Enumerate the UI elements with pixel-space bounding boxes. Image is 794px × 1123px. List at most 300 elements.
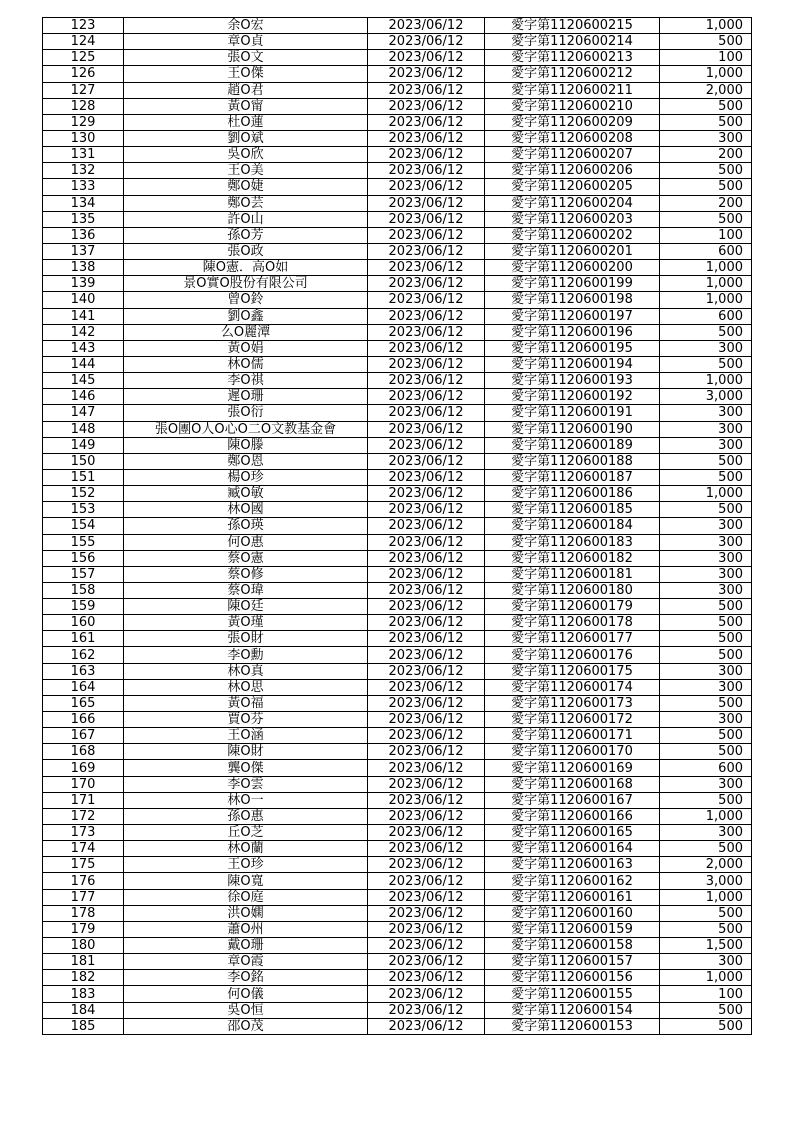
donation-amount: 500 bbox=[660, 469, 752, 485]
row-number: 170 bbox=[43, 776, 124, 792]
donation-date: 2023/06/12 bbox=[368, 921, 485, 937]
row-number: 134 bbox=[43, 195, 124, 211]
row-number: 173 bbox=[43, 825, 124, 841]
donation-date: 2023/06/12 bbox=[368, 163, 485, 179]
donor-name: 林O國 bbox=[124, 502, 368, 518]
receipt-number: 愛字第1120600215 bbox=[485, 18, 660, 34]
donation-date: 2023/06/12 bbox=[368, 712, 485, 728]
donation-date: 2023/06/12 bbox=[368, 340, 485, 356]
donor-name: 林O蘭 bbox=[124, 841, 368, 857]
donation-date: 2023/06/12 bbox=[368, 453, 485, 469]
table-row bbox=[43, 18, 752, 34]
donation-amount: 600 bbox=[660, 243, 752, 259]
row-number: 185 bbox=[43, 1018, 124, 1034]
donation-date: 2023/06/12 bbox=[368, 631, 485, 647]
row-number: 152 bbox=[43, 486, 124, 502]
table-row bbox=[43, 825, 752, 841]
donation-date: 2023/06/12 bbox=[368, 663, 485, 679]
donor-name: 孫O芳 bbox=[124, 227, 368, 243]
donation-amount: 500 bbox=[660, 356, 752, 372]
donor-name: 王O傑 bbox=[124, 66, 368, 82]
donation-amount: 300 bbox=[660, 712, 752, 728]
receipt-number: 愛字第1120600178 bbox=[485, 615, 660, 631]
table-row bbox=[43, 663, 752, 679]
table-row bbox=[43, 340, 752, 356]
donor-name: 張O團O人O心O二O文教基金會 bbox=[124, 421, 368, 437]
receipt-number: 愛字第1120600193 bbox=[485, 373, 660, 389]
row-number: 136 bbox=[43, 227, 124, 243]
receipt-number: 愛字第1120600162 bbox=[485, 873, 660, 889]
donor-name: 戴O珊 bbox=[124, 938, 368, 954]
receipt-number: 愛字第1120600186 bbox=[485, 486, 660, 502]
receipt-number: 愛字第1120600156 bbox=[485, 970, 660, 986]
row-number: 127 bbox=[43, 82, 124, 98]
table-row bbox=[43, 308, 752, 324]
donor-name: 蔡O瑋 bbox=[124, 582, 368, 598]
row-number: 135 bbox=[43, 211, 124, 227]
table-row bbox=[43, 744, 752, 760]
donation-date: 2023/06/12 bbox=[368, 744, 485, 760]
donation-amount: 500 bbox=[660, 453, 752, 469]
receipt-number: 愛字第1120600208 bbox=[485, 130, 660, 146]
donation-amount: 600 bbox=[660, 760, 752, 776]
donation-amount: 300 bbox=[660, 679, 752, 695]
table-row bbox=[43, 276, 752, 292]
receipt-number: 愛字第1120600214 bbox=[485, 34, 660, 50]
receipt-number: 愛字第1120600181 bbox=[485, 566, 660, 582]
donation-amount: 300 bbox=[660, 582, 752, 598]
receipt-number: 愛字第1120600190 bbox=[485, 421, 660, 437]
receipt-number: 愛字第1120600168 bbox=[485, 776, 660, 792]
receipt-number: 愛字第1120600196 bbox=[485, 324, 660, 340]
donor-name: 景O實O股份有限公司 bbox=[124, 276, 368, 292]
table-row bbox=[43, 808, 752, 824]
table-row bbox=[43, 582, 752, 598]
donation-date: 2023/06/12 bbox=[368, 147, 485, 163]
row-number: 184 bbox=[43, 1002, 124, 1018]
receipt-number: 愛字第1120600164 bbox=[485, 841, 660, 857]
donation-amount: 500 bbox=[660, 502, 752, 518]
row-number: 166 bbox=[43, 712, 124, 728]
donation-date: 2023/06/12 bbox=[368, 582, 485, 598]
donation-amount: 1,000 bbox=[660, 970, 752, 986]
donation-amount: 500 bbox=[660, 179, 752, 195]
donation-amount: 100 bbox=[660, 986, 752, 1002]
donor-name: 么O麗潭 bbox=[124, 324, 368, 340]
receipt-number: 愛字第1120600210 bbox=[485, 98, 660, 114]
receipt-number: 愛字第1120600202 bbox=[485, 227, 660, 243]
donor-name: 黃O瑾 bbox=[124, 615, 368, 631]
donation-date: 2023/06/12 bbox=[368, 34, 485, 50]
donor-name: 林O真 bbox=[124, 663, 368, 679]
row-number: 168 bbox=[43, 744, 124, 760]
donation-amount: 300 bbox=[660, 518, 752, 534]
table-row bbox=[43, 163, 752, 179]
donation-date: 2023/06/12 bbox=[368, 1018, 485, 1034]
donation-amount: 500 bbox=[660, 728, 752, 744]
donation-date: 2023/06/12 bbox=[368, 647, 485, 663]
receipt-number: 愛字第1120600197 bbox=[485, 308, 660, 324]
receipt-number: 愛字第1120600167 bbox=[485, 792, 660, 808]
table-row bbox=[43, 502, 752, 518]
table-row bbox=[43, 260, 752, 276]
table-row bbox=[43, 405, 752, 421]
donation-date: 2023/06/12 bbox=[368, 728, 485, 744]
table-row bbox=[43, 938, 752, 954]
donation-date: 2023/06/12 bbox=[368, 211, 485, 227]
donor-name: 孫O瑛 bbox=[124, 518, 368, 534]
table-row bbox=[43, 211, 752, 227]
row-number: 181 bbox=[43, 954, 124, 970]
donation-date: 2023/06/12 bbox=[368, 986, 485, 1002]
row-number: 167 bbox=[43, 728, 124, 744]
receipt-number: 愛字第1120600182 bbox=[485, 550, 660, 566]
row-number: 153 bbox=[43, 502, 124, 518]
receipt-number: 愛字第1120600206 bbox=[485, 163, 660, 179]
donation-amount: 300 bbox=[660, 340, 752, 356]
donor-name: 張O政 bbox=[124, 243, 368, 259]
donation-table-body bbox=[43, 18, 752, 1035]
donation-date: 2023/06/12 bbox=[368, 260, 485, 276]
table-row bbox=[43, 970, 752, 986]
row-number: 137 bbox=[43, 243, 124, 259]
donation-amount: 500 bbox=[660, 324, 752, 340]
donation-amount: 300 bbox=[660, 130, 752, 146]
donation-date: 2023/06/12 bbox=[368, 308, 485, 324]
donation-date: 2023/06/12 bbox=[368, 82, 485, 98]
table-row bbox=[43, 227, 752, 243]
donation-date: 2023/06/12 bbox=[368, 534, 485, 550]
receipt-number: 愛字第1120600175 bbox=[485, 663, 660, 679]
row-number: 176 bbox=[43, 873, 124, 889]
receipt-number: 愛字第1120600157 bbox=[485, 954, 660, 970]
donor-name: 陳O財 bbox=[124, 744, 368, 760]
row-number: 165 bbox=[43, 695, 124, 711]
receipt-number: 愛字第1120600160 bbox=[485, 905, 660, 921]
donor-name: 洪O嫻 bbox=[124, 905, 368, 921]
donation-amount: 500 bbox=[660, 905, 752, 921]
donation-amount: 500 bbox=[660, 1018, 752, 1034]
receipt-number: 愛字第1120600159 bbox=[485, 921, 660, 937]
donation-table bbox=[42, 17, 752, 1035]
donation-amount: 1,000 bbox=[660, 808, 752, 824]
donation-date: 2023/06/12 bbox=[368, 1002, 485, 1018]
row-number: 125 bbox=[43, 50, 124, 66]
donation-date: 2023/06/12 bbox=[368, 66, 485, 82]
row-number: 133 bbox=[43, 179, 124, 195]
donor-name: 黃O娟 bbox=[124, 340, 368, 356]
receipt-number: 愛字第1120600176 bbox=[485, 647, 660, 663]
table-row bbox=[43, 421, 752, 437]
donation-date: 2023/06/12 bbox=[368, 905, 485, 921]
donor-name: 鄭O恩 bbox=[124, 453, 368, 469]
donation-amount: 300 bbox=[660, 776, 752, 792]
donation-date: 2023/06/12 bbox=[368, 599, 485, 615]
donor-name: 張O財 bbox=[124, 631, 368, 647]
donation-amount: 300 bbox=[660, 405, 752, 421]
donor-name: 吳O欣 bbox=[124, 147, 368, 163]
donation-amount: 300 bbox=[660, 566, 752, 582]
receipt-number: 愛字第1120600169 bbox=[485, 760, 660, 776]
row-number: 174 bbox=[43, 841, 124, 857]
donation-amount: 500 bbox=[660, 744, 752, 760]
donation-amount: 1,500 bbox=[660, 938, 752, 954]
donor-name: 陳O廷 bbox=[124, 599, 368, 615]
donation-amount: 500 bbox=[660, 631, 752, 647]
table-row bbox=[43, 728, 752, 744]
donation-date: 2023/06/12 bbox=[368, 18, 485, 34]
donor-name: 邵O茂 bbox=[124, 1018, 368, 1034]
donation-amount: 1,000 bbox=[660, 66, 752, 82]
donation-amount: 1,000 bbox=[660, 486, 752, 502]
table-row bbox=[43, 453, 752, 469]
row-number: 130 bbox=[43, 130, 124, 146]
donor-name: 李O銘 bbox=[124, 970, 368, 986]
donor-name: 黃O福 bbox=[124, 695, 368, 711]
donation-date: 2023/06/12 bbox=[368, 179, 485, 195]
donation-date: 2023/06/12 bbox=[368, 389, 485, 405]
table-row bbox=[43, 34, 752, 50]
table-row bbox=[43, 921, 752, 937]
donor-name: 張O衍 bbox=[124, 405, 368, 421]
donation-amount: 1,000 bbox=[660, 373, 752, 389]
row-number: 155 bbox=[43, 534, 124, 550]
donation-date: 2023/06/12 bbox=[368, 873, 485, 889]
donation-date: 2023/06/12 bbox=[368, 808, 485, 824]
row-number: 146 bbox=[43, 389, 124, 405]
donor-name: 何O儀 bbox=[124, 986, 368, 1002]
donor-name: 李O雲 bbox=[124, 776, 368, 792]
receipt-number: 愛字第1120600203 bbox=[485, 211, 660, 227]
table-row bbox=[43, 243, 752, 259]
row-number: 172 bbox=[43, 808, 124, 824]
row-number: 131 bbox=[43, 147, 124, 163]
donation-date: 2023/06/12 bbox=[368, 356, 485, 372]
row-number: 147 bbox=[43, 405, 124, 421]
donor-name: 丘O芝 bbox=[124, 825, 368, 841]
donor-name: 林O思 bbox=[124, 679, 368, 695]
donation-amount: 500 bbox=[660, 792, 752, 808]
row-number: 126 bbox=[43, 66, 124, 82]
table-row bbox=[43, 615, 752, 631]
donor-name: 張O文 bbox=[124, 50, 368, 66]
donor-name: 臧O敏 bbox=[124, 486, 368, 502]
receipt-number: 愛字第1120600185 bbox=[485, 502, 660, 518]
donor-name: 蔡O憲 bbox=[124, 550, 368, 566]
table-row bbox=[43, 1018, 752, 1034]
donation-amount: 1,000 bbox=[660, 292, 752, 308]
donation-date: 2023/06/12 bbox=[368, 373, 485, 389]
donor-name: 劉O鑫 bbox=[124, 308, 368, 324]
row-number: 159 bbox=[43, 599, 124, 615]
row-number: 161 bbox=[43, 631, 124, 647]
table-row bbox=[43, 986, 752, 1002]
donor-name: 許O山 bbox=[124, 211, 368, 227]
donation-amount: 100 bbox=[660, 50, 752, 66]
row-number: 151 bbox=[43, 469, 124, 485]
row-number: 156 bbox=[43, 550, 124, 566]
donation-amount: 500 bbox=[660, 114, 752, 130]
receipt-number: 愛字第1120600201 bbox=[485, 243, 660, 259]
row-number: 179 bbox=[43, 921, 124, 937]
receipt-number: 愛字第1120600204 bbox=[485, 195, 660, 211]
donation-amount: 100 bbox=[660, 227, 752, 243]
table-row bbox=[43, 518, 752, 534]
donation-date: 2023/06/12 bbox=[368, 130, 485, 146]
donor-name: 何O惠 bbox=[124, 534, 368, 550]
row-number: 154 bbox=[43, 518, 124, 534]
donation-date: 2023/06/12 bbox=[368, 615, 485, 631]
row-number: 175 bbox=[43, 857, 124, 873]
donor-name: 林O儒 bbox=[124, 356, 368, 372]
donation-date: 2023/06/12 bbox=[368, 695, 485, 711]
donation-date: 2023/06/12 bbox=[368, 227, 485, 243]
donor-name: 黃O甯 bbox=[124, 98, 368, 114]
receipt-number: 愛字第1120600179 bbox=[485, 599, 660, 615]
donation-date: 2023/06/12 bbox=[368, 889, 485, 905]
table-row bbox=[43, 130, 752, 146]
receipt-number: 愛字第1120600165 bbox=[485, 825, 660, 841]
row-number: 145 bbox=[43, 373, 124, 389]
donor-name: 曾O鈴 bbox=[124, 292, 368, 308]
donation-amount: 500 bbox=[660, 615, 752, 631]
table-row bbox=[43, 437, 752, 453]
donation-date: 2023/06/12 bbox=[368, 760, 485, 776]
receipt-number: 愛字第1120600177 bbox=[485, 631, 660, 647]
donation-amount: 600 bbox=[660, 308, 752, 324]
donation-date: 2023/06/12 bbox=[368, 195, 485, 211]
donation-date: 2023/06/12 bbox=[368, 970, 485, 986]
donation-date: 2023/06/12 bbox=[368, 50, 485, 66]
row-number: 142 bbox=[43, 324, 124, 340]
table-row bbox=[43, 647, 752, 663]
row-number: 171 bbox=[43, 792, 124, 808]
receipt-number: 愛字第1120600195 bbox=[485, 340, 660, 356]
receipt-number: 愛字第1120600209 bbox=[485, 114, 660, 130]
donation-amount: 500 bbox=[660, 211, 752, 227]
donor-name: 鄭O芸 bbox=[124, 195, 368, 211]
table-row bbox=[43, 356, 752, 372]
table-row bbox=[43, 841, 752, 857]
donor-name: 陳O寬 bbox=[124, 873, 368, 889]
donor-name: 陳O憲．高O如 bbox=[124, 260, 368, 276]
donation-amount: 500 bbox=[660, 34, 752, 50]
row-number: 180 bbox=[43, 938, 124, 954]
table-row bbox=[43, 50, 752, 66]
donation-amount: 300 bbox=[660, 550, 752, 566]
donation-date: 2023/06/12 bbox=[368, 550, 485, 566]
donation-amount: 500 bbox=[660, 647, 752, 663]
row-number: 178 bbox=[43, 905, 124, 921]
donation-amount: 200 bbox=[660, 195, 752, 211]
donation-date: 2023/06/12 bbox=[368, 857, 485, 873]
donor-name: 趙O君 bbox=[124, 82, 368, 98]
donor-name: 王O珍 bbox=[124, 857, 368, 873]
donor-name: 余O宏 bbox=[124, 18, 368, 34]
table-row bbox=[43, 1002, 752, 1018]
donor-name: 李O祺 bbox=[124, 373, 368, 389]
donation-amount: 1,000 bbox=[660, 276, 752, 292]
donation-amount: 300 bbox=[660, 954, 752, 970]
table-row bbox=[43, 469, 752, 485]
donor-name: 吳O恒 bbox=[124, 1002, 368, 1018]
row-number: 150 bbox=[43, 453, 124, 469]
row-number: 163 bbox=[43, 663, 124, 679]
row-number: 148 bbox=[43, 421, 124, 437]
donation-date: 2023/06/12 bbox=[368, 502, 485, 518]
donor-name: 徐O庭 bbox=[124, 889, 368, 905]
donation-date: 2023/06/12 bbox=[368, 841, 485, 857]
table-row bbox=[43, 389, 752, 405]
donor-name: 遲O珊 bbox=[124, 389, 368, 405]
donation-date: 2023/06/12 bbox=[368, 566, 485, 582]
receipt-number: 愛字第1120600155 bbox=[485, 986, 660, 1002]
donation-amount: 300 bbox=[660, 437, 752, 453]
donor-name: 林O一 bbox=[124, 792, 368, 808]
receipt-number: 愛字第1120600173 bbox=[485, 695, 660, 711]
donation-date: 2023/06/12 bbox=[368, 954, 485, 970]
table-row bbox=[43, 792, 752, 808]
row-number: 177 bbox=[43, 889, 124, 905]
receipt-number: 愛字第1120600183 bbox=[485, 534, 660, 550]
donation-amount: 500 bbox=[660, 695, 752, 711]
receipt-number: 愛字第1120600211 bbox=[485, 82, 660, 98]
donation-date: 2023/06/12 bbox=[368, 243, 485, 259]
donor-name: 章O霞 bbox=[124, 954, 368, 970]
row-number: 162 bbox=[43, 647, 124, 663]
donor-name: 鄭O婕 bbox=[124, 179, 368, 195]
receipt-number: 愛字第1120600205 bbox=[485, 179, 660, 195]
table-row bbox=[43, 534, 752, 550]
donation-amount: 300 bbox=[660, 534, 752, 550]
donation-date: 2023/06/12 bbox=[368, 792, 485, 808]
donation-date: 2023/06/12 bbox=[368, 276, 485, 292]
row-number: 123 bbox=[43, 18, 124, 34]
donor-name: 蕭O州 bbox=[124, 921, 368, 937]
receipt-number: 愛字第1120600172 bbox=[485, 712, 660, 728]
donor-name: 王O美 bbox=[124, 163, 368, 179]
row-number: 169 bbox=[43, 760, 124, 776]
row-number: 183 bbox=[43, 986, 124, 1002]
table-row bbox=[43, 324, 752, 340]
table-row bbox=[43, 195, 752, 211]
donation-date: 2023/06/12 bbox=[368, 98, 485, 114]
receipt-number: 愛字第1120600189 bbox=[485, 437, 660, 453]
donation-amount: 500 bbox=[660, 163, 752, 179]
row-number: 164 bbox=[43, 679, 124, 695]
table-row bbox=[43, 712, 752, 728]
table-row bbox=[43, 954, 752, 970]
donor-name: 陳O滕 bbox=[124, 437, 368, 453]
receipt-number: 愛字第1120600213 bbox=[485, 50, 660, 66]
row-number: 149 bbox=[43, 437, 124, 453]
receipt-number: 愛字第1120600200 bbox=[485, 260, 660, 276]
receipt-number: 愛字第1120600161 bbox=[485, 889, 660, 905]
row-number: 144 bbox=[43, 356, 124, 372]
table-row bbox=[43, 776, 752, 792]
donor-name: 王O涵 bbox=[124, 728, 368, 744]
donor-name: 劉O斌 bbox=[124, 130, 368, 146]
row-number: 182 bbox=[43, 970, 124, 986]
receipt-number: 愛字第1120600180 bbox=[485, 582, 660, 598]
table-row bbox=[43, 486, 752, 502]
donation-amount: 1,000 bbox=[660, 260, 752, 276]
table-row bbox=[43, 82, 752, 98]
table-row bbox=[43, 679, 752, 695]
donation-amount: 1,000 bbox=[660, 18, 752, 34]
donor-name: 蔡O修 bbox=[124, 566, 368, 582]
receipt-number: 愛字第1120600171 bbox=[485, 728, 660, 744]
